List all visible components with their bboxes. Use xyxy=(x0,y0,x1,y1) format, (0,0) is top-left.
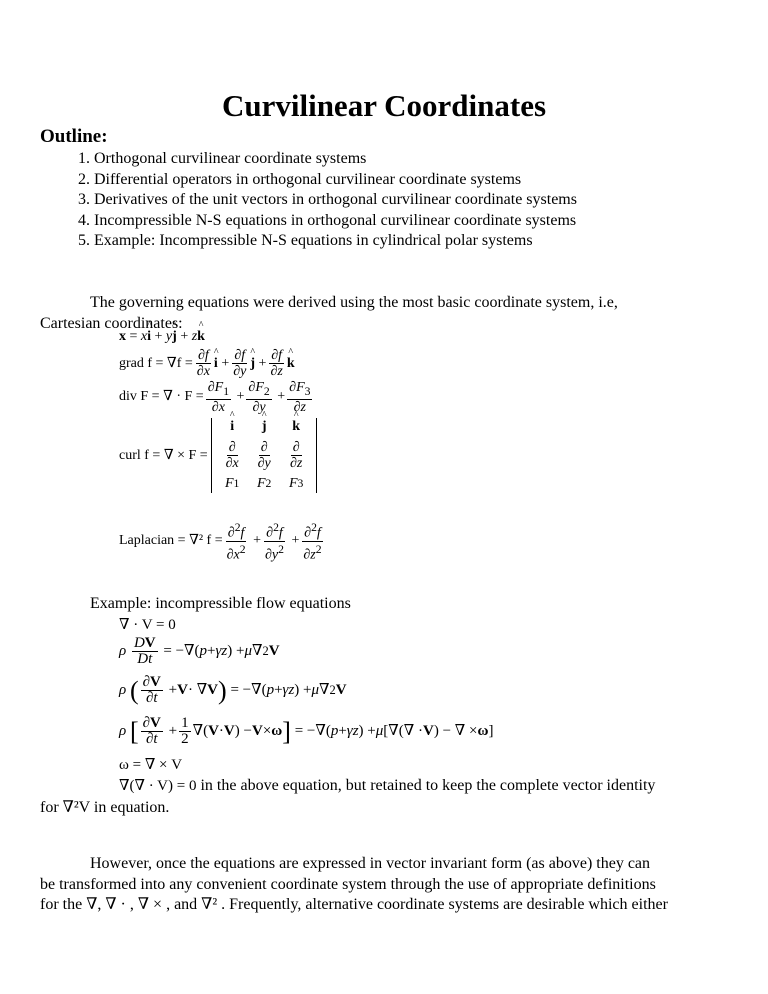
continuity-equation: ∇ · V = 0 xyxy=(119,617,176,633)
outline-item: 2. Differential operators in orthogonal curvilinear coordinate systems xyxy=(78,170,522,188)
momentum-equation-2: ρ ( $\frac{\partial V}{\partial t}$ + V · ∇ V ) = −∇( p + γz ) + μ ∇ 2 V xyxy=(119,674,347,706)
curl-label: curl f = ∇ × F = xyxy=(119,447,208,463)
divergence-equation: div F = ∇ · F = $\frac{\partial F_1}{\partial x}$ + $\frac{\partial F_2}{\partial y}$ + $\frac{\partial F_3}{\partial z}$ xyxy=(119,380,311,415)
gradient-equation: grad f = ∇f = $\frac{\partial f}{\partial x}$ i ^ + $\frac{\partial f}{\partial y}$ j ^ + $\frac{\partial f}{\partial z}$ k ^ xyxy=(119,348,295,379)
divergence-label: div F = ∇ · F = xyxy=(119,389,204,405)
identity-note-text: in the above equation, but retained to keep the complete vector identity xyxy=(196,777,656,794)
outline-list xyxy=(78,149,577,252)
outline-item: 3. Derivatives of the unit vectors in orthogonal curvilinear coordinate systems xyxy=(78,191,577,208)
curl-determinant: i ^ j ^ k ^ $\frac{\partial}{\partial x}$ $\frac{\partial}{\partial y}$ $\frac{\partial}{\partial z}$ F 1 F 2 F 3 xyxy=(211,418,317,493)
intro-line-2: Cartesian coordinates: xyxy=(40,314,183,332)
closing-line-2: be transformed into any convenient coordinate system through the use of appropriate definitions xyxy=(40,875,656,893)
example-heading: Example: incompressible flow equations xyxy=(90,595,351,612)
outline-item: 4. Incompressible N-S equations in orthogonal curvilinear coordinate systems xyxy=(78,211,577,229)
intro-line-1: The governing equations were derived using the most basic coordinate system, i.e, xyxy=(90,294,618,311)
page-title: Curvilinear Coordinates xyxy=(221,88,547,123)
curl-equation xyxy=(119,418,317,493)
position-vector-equation: x = xi ^ + yj ^ + zk ^ xyxy=(119,330,205,344)
vorticity-equation: ω = ∇ × V xyxy=(119,757,183,773)
closing-line-1: However, once the equations are expressed in vector invariant form (as above) they can xyxy=(90,855,651,872)
intro-paragraph xyxy=(40,293,730,334)
closing-line-3: for the ∇, ∇ · , ∇ × , and ∇² . Frequently, alternative coordinate systems are desirable which either xyxy=(40,896,668,913)
gradient-label: grad f = ∇f = xyxy=(119,355,193,371)
momentum-equation-3: ρ [ $\frac{\partial V}{\partial t}$ + $\frac{1}{2}$ ∇( V · V ) − V × ω ] = −∇( p + γz ) + μ [∇(∇ · V ) − ∇ × ω ] xyxy=(119,715,494,747)
laplacian-equation: Laplacian = ∇² f = $\frac{\partial^2f}{\partial x^2}$ + $\frac{\partial^2f}{\partial y^2}$ + $\frac{\partial^2f}{\partial z^2}$ xyxy=(119,521,322,563)
outline-heading: Outline: xyxy=(40,126,108,147)
identity-note-equation: ∇(∇ · V) = 0 xyxy=(119,778,197,794)
laplacian-label: Laplacian = ∇² f = xyxy=(119,533,223,549)
identity-note-line-2: for ∇²V in equation. xyxy=(40,799,170,816)
outline-item: 5. Example: Incompressible N-S equations in cylindrical polar systems xyxy=(78,232,533,249)
outline-item: 1. Orthogonal curvilinear coordinate systems xyxy=(78,150,367,167)
identity-note xyxy=(119,778,655,794)
momentum-equation-1: ρ $\frac{DV}{Dt}$ = −∇( p + γz ) + μ ∇ 2 V xyxy=(119,635,280,667)
closing-paragraph xyxy=(40,854,730,916)
